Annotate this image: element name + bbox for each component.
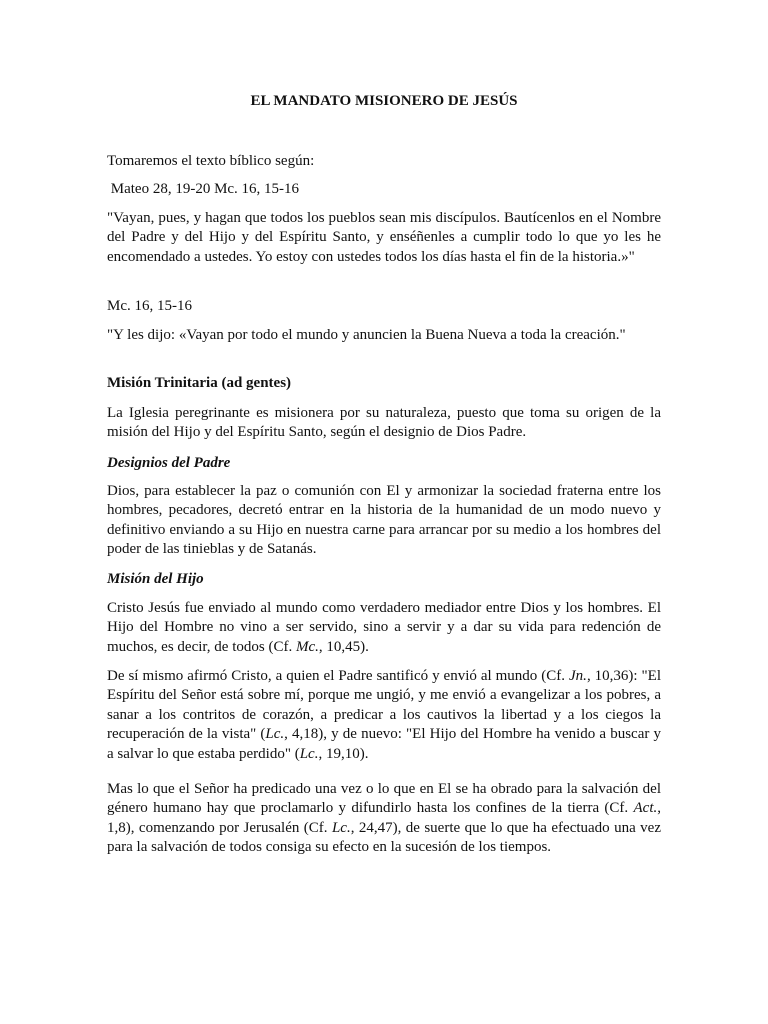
paragraph-hijo-3	[107, 780, 661, 858]
document-title: EL MANDATO MISIONERO DE JESÚS	[250, 93, 518, 109]
intro-text: Tomaremos el texto bíblico según:	[107, 153, 315, 169]
paragraph-text: , 19,10).	[318, 745, 369, 762]
citation: Lc.	[331, 819, 351, 836]
paragraph-text: , 10,45).	[318, 638, 369, 655]
paragraph-hijo-2	[107, 667, 661, 764]
citation: Jn.	[569, 668, 587, 684]
quote-mateo: "Vayan, pues, y hagan que todos los pueblos sean mis discípulos. Bautícenlos en el Nombre del Padre y del Hijo y del Espíritu Santo, y enséñenles a cumplir todo lo que yo les he encomendado a ustedes. Yo estoy con ustedes todos los días hasta el fin de la historia.»"	[107, 210, 661, 265]
citation: Lc.	[265, 726, 285, 743]
paragraph-hijo-1	[107, 599, 661, 657]
section-heading-padre: Designios del Padre	[107, 455, 231, 471]
paragraph-text: , 10,36): "El Espíritu del Señor está sobre mí, porque me ungió, y me envió a evangelizar a los pobres, a sanar a los contritos de corazón, a predicar a los cautivos la libertad y a los ciegos la recuperación de la vista" (	[107, 668, 661, 743]
paragraph-padre: Dios, para establecer la paz o comunión con El y armonizar la sociedad fraterna entre los hombres, pecadores, decretó entrar en la historia de la humanidad de un modo nuevo y definitivo enviando a su Hijo en nuestra carne para arrancar por su medio a los hombres del poder de las tinieblas y de Satanás.	[107, 483, 661, 558]
paragraph-text: Mas lo que el Señor ha predicado una vez o lo que en El se ha obrado para la salvación del género humano hay que proclamarlo y difundirlo hasta los confines de la tierra (Cf.	[107, 781, 661, 817]
ref-marcos: Mc. 16, 15-16	[107, 298, 192, 314]
citation: Lc.	[299, 745, 319, 762]
paragraph-text: , 1,8), comenzando por Jerusalén (Cf.	[107, 800, 661, 836]
paragraph-text: De sí mismo afirmó Cristo, a quien el Padre santificó y envió al mundo (Cf.	[107, 668, 570, 684]
paragraph-text: , 4,18), y de nuevo: "El Hijo del Hombre ha venido a buscar y a salvar lo que estaba perdido" (	[107, 726, 661, 762]
bible-references: Mateo 28, 19-20 Mc. 16, 15-16	[107, 181, 300, 197]
paragraph-text: Cristo Jesús fue enviado al mundo como verdadero mediador entre Dios y los hombres. El Hijo del Hombre no vino a ser servido, sino a servir y a dar su vida para redención de muchos, es decir, de todos (Cf.	[107, 600, 661, 655]
citation: Act.	[633, 800, 658, 817]
section-heading-hijo: Misión del Hijo	[107, 571, 204, 587]
paragraph-text: , 24,47), de suerte que lo que ha efectuado una vez para la salvación de todos consiga su efecto en la sucesión de los tiempos.	[107, 819, 661, 856]
paragraph-trinitaria: La Iglesia peregrinante es misionera por su naturaleza, puesto que toma su origen de la misión del Hijo y del Espíritu Santo, según el designio de Dios Padre.	[107, 405, 661, 441]
citation: Mc.	[295, 638, 319, 655]
quote-marcos: "Y les dijo: «Vayan por todo el mundo y anuncien la Buena Nueva a toda la creación."	[107, 327, 626, 343]
section-heading-trinitaria: Misión Trinitaria (ad gentes)	[107, 375, 292, 391]
